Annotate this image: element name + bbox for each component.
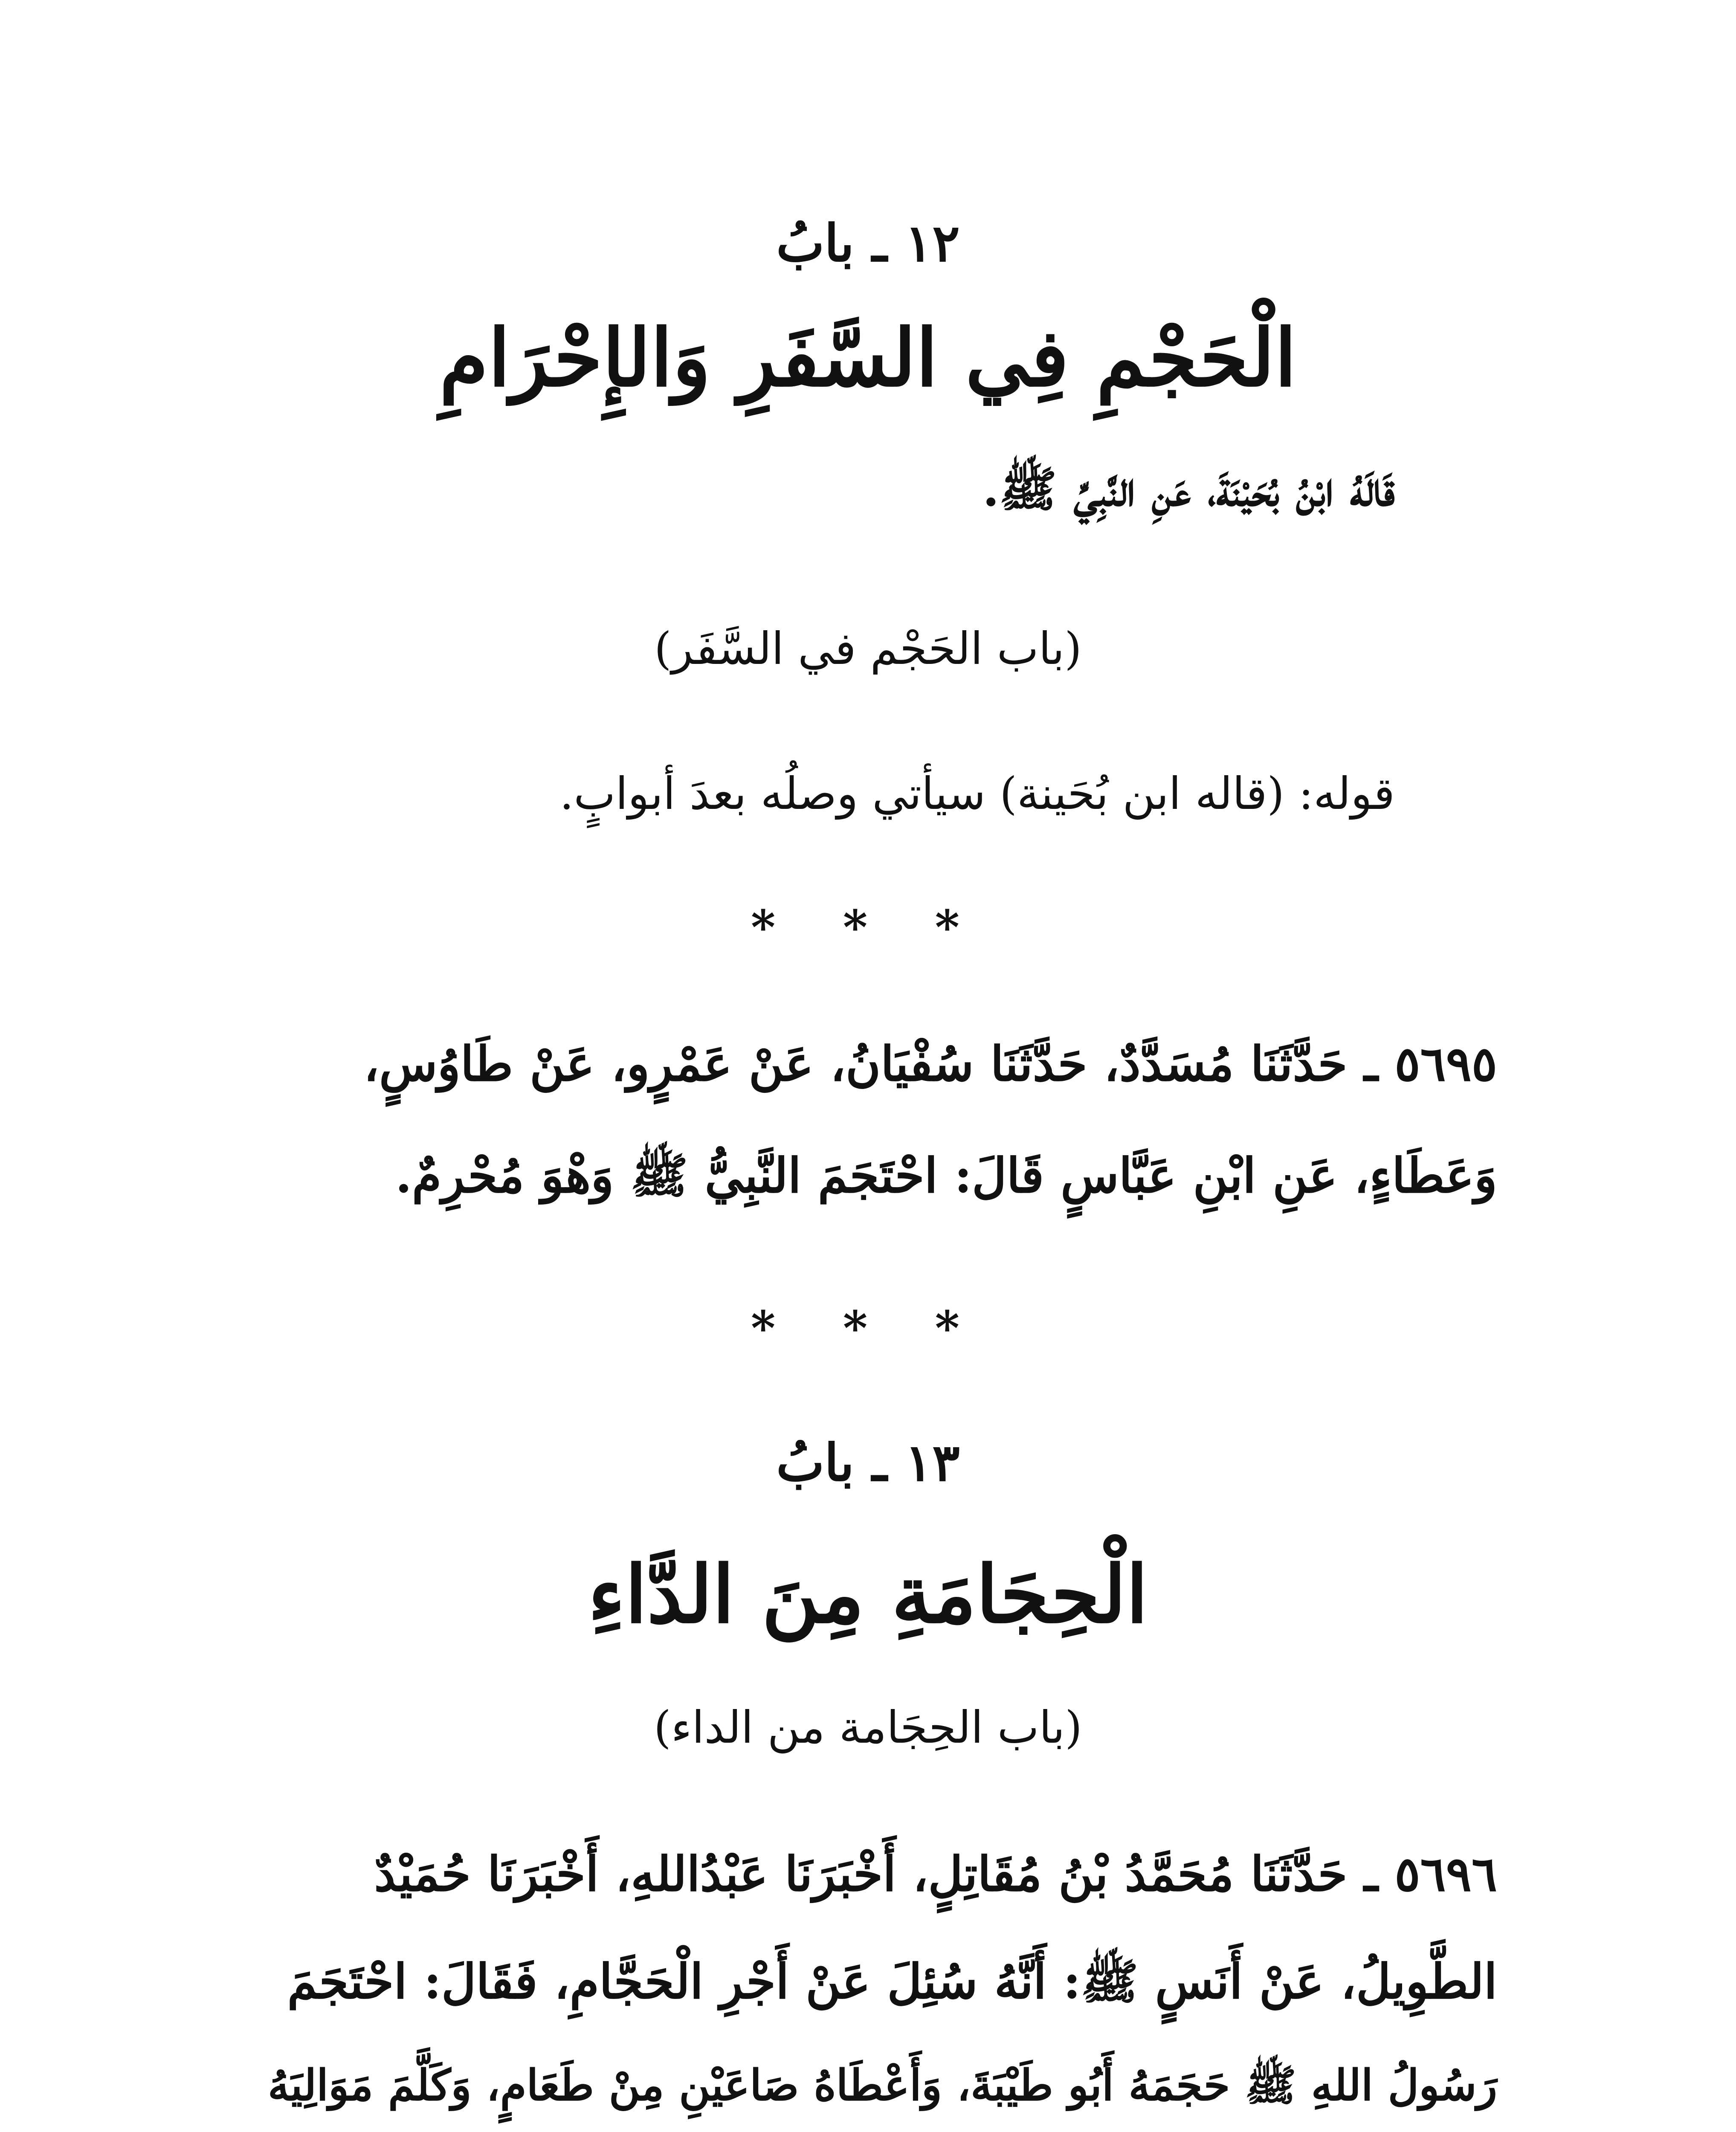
- hadith-5696-line-2: الطَّوِيلُ، عَنْ أَنَسٍ ﷺ: أَنَّهُ سُئِلَ عَنْ أَجْرِ الْحَجَّامِ، فَقَالَ: احْتَجَمَ: [287, 1954, 1497, 2010]
- commentary-heading-13: (باب الحِجَامة من الداء): [654, 1701, 1082, 1753]
- chapter-13-label: ١٣ ـ بابُ: [776, 1433, 960, 1493]
- chapter-13-title: الْحِجَامَةِ مِنَ الدَّاءِ: [588, 1548, 1148, 1641]
- hadith-5695-line-1: ٥٦٩٥ ـ حَدَّثَنَا مُسَدَّدٌ، حَدَّثَنَا سُفْيَانُ، عَنْ عَمْرٍو، عَنْ طَاوُسٍ،: [363, 1036, 1497, 1092]
- commentary-heading-12: (باب الحَجْم في السَّفَر): [654, 623, 1082, 675]
- separator-1: * * *: [751, 900, 985, 955]
- commentary-text-12: قوله: (قاله ابن بُحَينة) سيأتي وصلُه بعدَ أبوابٍ.: [559, 768, 1395, 820]
- hadith-5696-line-1: ٥٦٩٦ ـ حَدَّثَنَا مُحَمَّدُ بْنُ مُقَاتِلٍ، أَخْبَرَنَا عَبْدُاللهِ، أَخْبَرَنَا حُمَيْدٌ: [374, 1846, 1497, 1902]
- separator-2: * * *: [751, 1301, 985, 1356]
- chapter-12-text: قَالَهُ ابْنُ بُحَيْنَةَ، عَنِ النَّبِيِّ ﷺ.: [982, 461, 1395, 517]
- chapter-12-label: ١٢ ـ بابُ: [776, 213, 960, 273]
- chapter-12-title: الْحَجْمِ فِي السَّفَرِ وَالإِحْرَامِ: [439, 311, 1297, 404]
- hadith-5696-line-3: رَسُولُ اللهِ ﷺ حَجَمَهُ أَبُو طَيْبَةَ، وَأَعْطَاهُ صَاعَيْنِ مِنْ طَعَامٍ، وَكَلَّمَ مَوَالِيَهُ: [267, 2060, 1497, 2110]
- hadith-5695-line-2: وَعَطَاءٍ، عَنِ ابْنِ عَبَّاسٍ قَالَ: احْتَجَمَ النَّبِيُّ ﷺ وَهْوَ مُحْرِمٌ.: [395, 1148, 1497, 1204]
